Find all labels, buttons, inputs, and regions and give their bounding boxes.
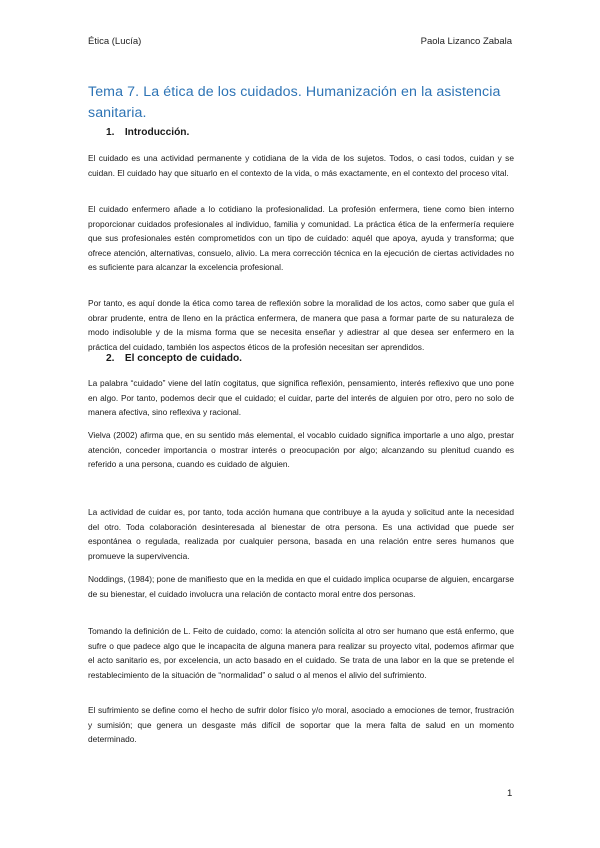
- section-number: 1.: [106, 127, 115, 138]
- paragraph: La palabra “cuidado” viene del latín cogitatus, que significa reflexión, pensamiento, interés reflexivo que uno pone en algo. Por tanto, podemos decir que el cuidado; el cuidar, parte del interés de alguien por otro, pero no solo de manera afectiva, sino reflexiva y racional.: [88, 378, 514, 418]
- document-title: Tema 7. La ética de los cuidados. Humanización en la asistencia sanitaria.: [88, 84, 501, 121]
- paragraph: La actividad de cuidar es, por tanto, toda acción humana que contribuye a la ayuda y solicitud ante la necesidad del otro. Toda colaboración desinteresada al bienestar de otra persona. Es una actividad que puede ser espontánea o regulada, realizada por cualquier persona, basada en una relación entre seres humanos que promueve la supervivencia.: [88, 507, 514, 561]
- paragraph: Vielva (2002) afirma que, en su sentido más elemental, el vocablo cuidado significa importarle a uno algo, prestar atención, conceder importancia o mostrar interés o preocupación por algo; alcanzando su plenitud cuando es referido a una persona, cuando es cuidado de alguien.: [88, 430, 514, 470]
- page-number: 1: [507, 788, 513, 799]
- paragraph: Por tanto, es aquí donde la ética como tarea de reflexión sobre la moralidad de los actos, como saber que guía el obrar prudente, entra de lleno en la práctica enfermera, de manera que pasa a formar parte de su naturaleza de modo indisoluble y de la misma forma que se necesita enseñar y adiestrar al que desea ser enfermero en la práctica del cuidado, también los aspectos éticos de la profesión necesitan ser aprendidos.: [88, 298, 514, 352]
- section-title: Introducción.: [124, 127, 190, 138]
- section-title: El concepto de cuidado.: [124, 353, 243, 364]
- header-author: Paola Lizanco Zabala: [420, 36, 512, 47]
- header-course: Ética (Lucía): [88, 36, 142, 47]
- paragraph: El sufrimiento se define como el hecho de sufrir dolor físico y/o moral, asociado a emociones de temor, frustración y sumisión; que genera un desgaste más difícil de soportar que la mera falta de salud en un momento determinado.: [88, 705, 514, 745]
- paragraph: Tomando la definición de L. Feito de cuidado, como: la atención solícita al otro ser humano que está enfermo, que sufre o que padece algo que le incapacita de alguna manera para realizar su proyecto vital, podemos afirmar que el acto sanitario es, por excelencia, un acto basado en el cuidado. Se trata de una labor en la que se pretende el restablecimiento de la situación de “normalidad” o salud o al menos el alivio del sufrimiento.: [88, 626, 514, 680]
- paragraph: El cuidado enfermero añade a lo cotidiano la profesionalidad. La profesión enfermera, tiene como bien interno proporcionar cuidados profesionales al individuo, familia y comunidad. La práctica ética de la enfermería requiere que sus profesionales estén comprometidos con un tipo de cuidado: aquél que apoya, ayuda y transforma; que ofrece atención, alternativas, consuelo, alivio. La mera corrección técnica en la ejecución de ciertas actividades no es suficiente para alcanzar la excelencia profesional.: [88, 204, 514, 273]
- section-heading-introduccion: [106, 127, 189, 138]
- page-header: [88, 36, 512, 47]
- paragraph: Noddings, (1984); pone de manifiesto que en la medida en que el cuidado implica ocuparse de alguien, encargarse de su bienestar, el cuidado involucra una relación de contacto moral entre dos personas.: [88, 574, 514, 599]
- section-heading-concepto: [106, 353, 242, 364]
- paragraph: El cuidado es una actividad permanente y cotidiana de la vida de los sujetos. Todos, o casi todos, cuidan y se cuidan. El cuidado hay que situarlo en el contexto de la vida, o más exactamente, en el contexto del proceso vital.: [88, 153, 514, 178]
- section-number: 2.: [106, 353, 115, 364]
